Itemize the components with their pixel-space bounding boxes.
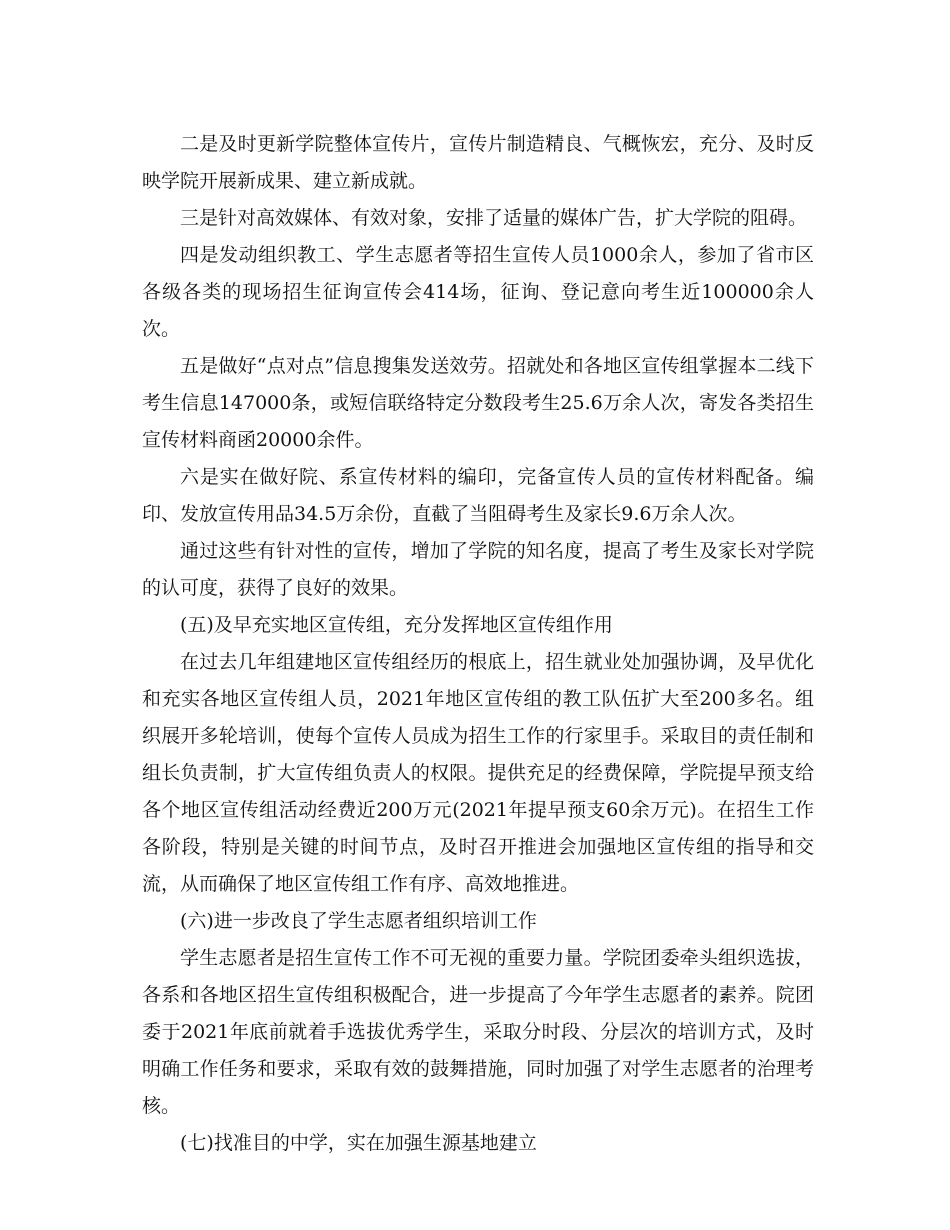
- section-heading-7: (七)找准目的中学，实在加强生源基地建立: [180, 1132, 537, 1154]
- paragraph-7: 在过去几年组建地区宣传组经历的根底上，招生就业处加强协调，及早优化和充实各地区宣传组人员，2021年地区宣传组的教工队伍扩大至200多名。组织展开多轮培训，使每个宣传人员成为招生工作的行家里手。采取目的责任制和组长负责制，扩大宣传组负责人的权限。提供充足的经费保障，学院提早预支给各个地区宣传组活动经费近200万元(2021年提早预支60余万元)。在招生工作各阶段，特别是关键的时间节点，及时召开推进会加强地区宣传组的指导和交流，从而确保了地区宣传组工作有序、高效地推进。: [142, 651, 814, 895]
- paragraph-2: 三是针对高效媒体、有效对象，安排了适量的媒体广告，扩大学院的阻碍。: [180, 207, 808, 229]
- paragraph-4: 五是做好“点对点”信息搜集发送效劳。招就处和各地区宣传组掌握本二线下考生信息147000条，或短信联络特定分数段考生25.6万余人次，寄发各类招生宣传材料商函20000余件。: [142, 355, 814, 451]
- section-heading-6: (六)进一步改良了学生志愿者组织培训工作: [180, 910, 537, 932]
- paragraph-3: 四是发动组织教工、学生志愿者等招生宣传人员1000余人，参加了省市区各级各类的现场招生征询宣传会414场，征询、登记意向考生近100000余人次。: [142, 244, 814, 340]
- document-body: [142, 126, 814, 1162]
- paragraph-1: 二是及时更新学院整体宣传片，宣传片制造精良、气概恢宏，充分、及时反映学院开展新成果、建立新成就。: [142, 133, 814, 192]
- paragraph-8: 学生志愿者是招生宣传工作不可无视的重要力量。学院团委牵头组织选拔，各系和各地区招生宣传组积极配合，进一步提高了今年学生志愿者的素养。院团委于2021年底前就着手选拔优秀学生，采取分时段、分层次的培训方式，及时明确工作任务和要求，采取有效的鼓舞措施，同时加强了对学生志愿者的治理考核。: [142, 947, 814, 1117]
- paragraph-5: 六是实在做好院、系宣传材料的编印，完备宣传人员的宣传材料配备。编印、发放宣传用品34.5万余份，直截了当阻碍考生及家长9.6万余人次。: [142, 466, 814, 525]
- section-heading-5: (五)及早充实地区宣传组，充分发挥地区宣传组作用: [180, 614, 613, 636]
- paragraph-6: 通过这些有针对性的宣传，增加了学院的知名度，提高了考生及家长对学院的认可度，获得了良好的效果。: [142, 540, 814, 599]
